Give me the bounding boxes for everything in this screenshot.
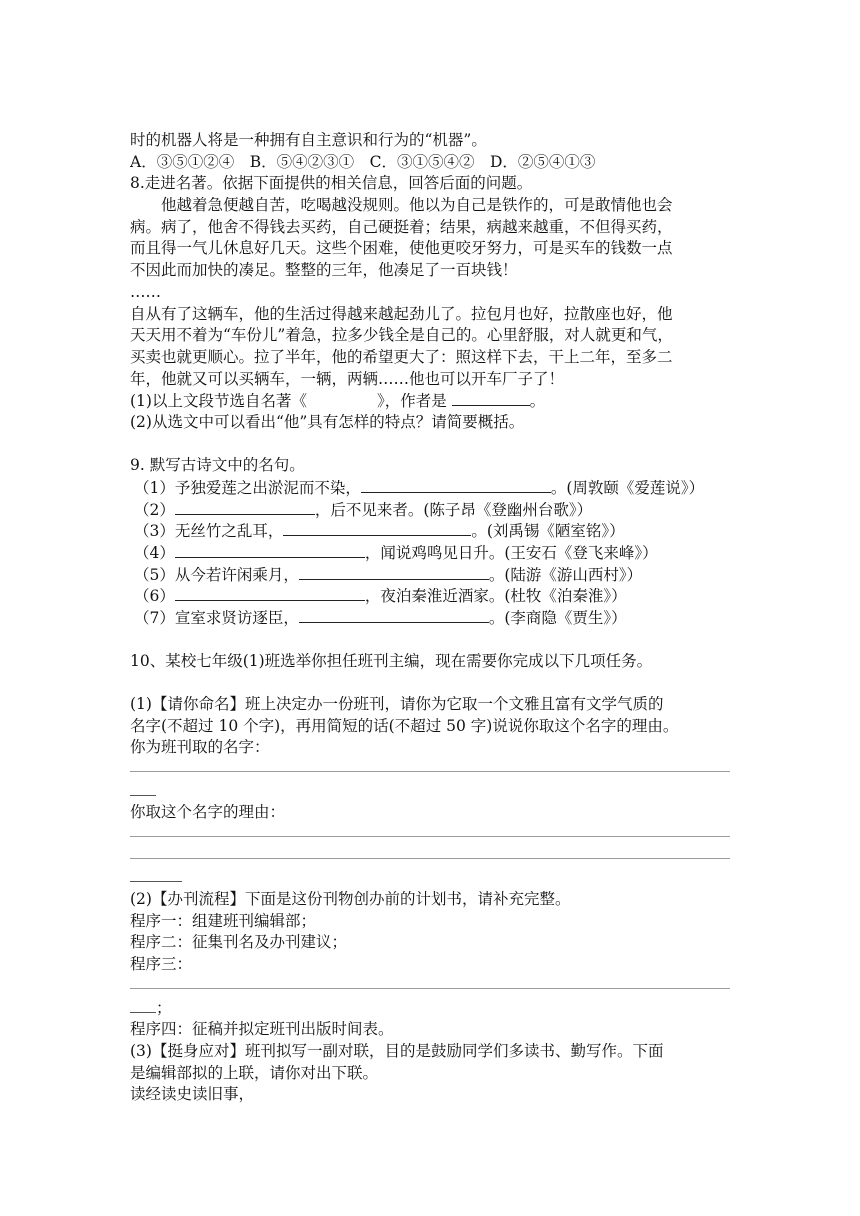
document-body [130, 130, 730, 1106]
q7-options: A．③⑤①②④ B．⑤④②③① C．③①⑤④② D．②⑤④①③ [130, 152, 596, 171]
q10-task2-line: (2)【办刊流程】下面是这份刊物创办前的计划书，请补充完整。 [130, 890, 571, 909]
answer-blank[interactable] [175, 499, 315, 515]
author-blank[interactable] [452, 390, 530, 406]
q9-item-4-text: （4） [134, 544, 175, 563]
semicolon: ； [156, 998, 172, 1017]
answer-line-stub[interactable] [130, 998, 156, 1013]
spacer [130, 672, 730, 694]
book-title-blank[interactable] [307, 391, 377, 406]
q9-item-6 [130, 585, 730, 607]
q8-sub1-prefix: (1)以上文段节选自名著《 [130, 392, 307, 411]
q9-item-1-source: 。(周敦颐《爱莲说》） [550, 479, 705, 497]
passage-line: 不因此而加快的凑足。整整的三年，他凑足了一百块钱！ [130, 261, 518, 280]
q8-sub1-end: 。 [529, 392, 546, 411]
answer-line[interactable] [130, 846, 730, 868]
passage-ellipsis: …… [130, 282, 161, 301]
answer-blank[interactable] [299, 564, 489, 580]
q9-item-6-text: （6） [134, 587, 175, 606]
passage-line: 天天用不着为“车份儿”着急，拉多少钱全是自己的。心里舒服，对人就更和气， [130, 326, 673, 345]
q8-sub2: (2)从选文中可以看出“他”具有怎样的特点？请简要概括。 [130, 412, 525, 431]
q9-item-1 [130, 477, 730, 499]
q9-item-5 [130, 564, 730, 586]
answer-blank[interactable] [283, 520, 471, 536]
passage-line: 而且得一气儿休息好几天。这些个困难，使他更咬牙努力，可是买车的钱数一点 [130, 239, 673, 258]
q9-item-3-text: （3）无丝竹之乱耳， [134, 522, 284, 541]
passage-line: 他越着急便越自苦，吃喝越没规则。他以为自己是铁作的，可是敢情他也会 [161, 196, 673, 215]
q10-task1-prompt-reason: 你取这个名字的理由： [130, 803, 286, 822]
q10-task2-step: 程序三： [130, 955, 193, 974]
q9-title: 9. 默写古诗文中的名句。 [130, 456, 305, 475]
answer-line[interactable] [130, 759, 730, 781]
answer-line-tail [130, 998, 730, 1020]
q10-task2-step: 程序二：征集刊名及办刊建议； [130, 933, 348, 952]
answer-blank[interactable] [361, 477, 551, 493]
q10-title: 10、某校七年级(1)班选举你担任班刊主编，现在需要你完成以下几项任务。 [130, 651, 653, 670]
q10-task2-step: 程序一：组建班刊编辑部； [130, 911, 317, 930]
q10-task1-prompt-name: 你为班刊取的名字： [130, 738, 270, 757]
q9-item-5-text: （5）从今若许闲乘月， [134, 565, 299, 584]
passage-line: 年，他就又可以买辆车，一辆，两辆……他也可以开车厂子了！ [130, 369, 565, 388]
q9-item-2-text: （2） [134, 500, 175, 519]
answer-blank[interactable] [299, 607, 489, 623]
passage-line: 买卖也就更顺心。拉了半年，他的希望更大了：照这样下去，干上二年，至多二 [130, 347, 673, 366]
q8-title: 8.走进名著。依据下面提供的相关信息，回答后面的问题。 [130, 174, 533, 193]
q8-sub1-mid: 》，作者是 [376, 392, 447, 411]
passage-line: 病。病了，他舍不得钱去买药，自己硬挺着；结果，病越来越重，不但得买药， [130, 217, 673, 236]
q9-item-3 [130, 520, 730, 542]
q9-item-4-source: ，闻说鸡鸣见日升。(王安石《登飞来峰》） [364, 544, 658, 563]
q10-task3-couplet: 读经读史读旧事， [130, 1085, 255, 1104]
q10-task3-line: 是编辑部拟的上联，请你对出下联。 [130, 1063, 379, 1082]
q9-item-7 [130, 607, 730, 629]
answer-line[interactable] [130, 824, 730, 846]
q9-item-7-source: 。(李商隐《贾生》） [488, 609, 627, 628]
answer-line-tail[interactable] [130, 867, 730, 889]
answer-blank[interactable] [175, 542, 365, 558]
q10-task3-line: (3)【挺身应对】班刊拟写一副对联，目的是鼓励同学们多读书、勤写作。下面 [130, 1041, 664, 1060]
q10-task1-line: 名字(不超过 10 个字)，再用简短的话(不超过 50 字)说说你取这个名字的理由。 [130, 716, 679, 735]
spacer [130, 434, 730, 456]
q9-item-4 [130, 542, 730, 564]
text-line: 时的机器人将是一种拥有自主意识和行为的“机器”。 [130, 131, 487, 149]
q9-item-2-source: ，后不见来者。(陈子昂《登幽州台歌》） [314, 500, 593, 519]
q9-item-5-source: 。(陆游《游山西村》） [488, 565, 643, 584]
q9-item-3-source: 。(刘禹锡《陋室铭》） [471, 522, 625, 541]
spacer [130, 629, 730, 651]
answer-blank[interactable] [175, 585, 365, 601]
q8-sub1 [130, 390, 730, 412]
q10-task1-line: (1)【请你命名】班上决定办一份班刊，请你为它取一个文雅且富有文学气质的 [130, 694, 664, 713]
passage-line: 自从有了这辆车，他的生活过得越来越起劲儿了。拉包月也好，拉散座也好，他 [130, 304, 673, 323]
q9-item-6-source: ，夜泊秦淮近酒家。(杜牧《泊秦淮》） [364, 587, 627, 606]
answer-line-tail[interactable] [130, 781, 730, 803]
q10-task2-step: 程序四：征稿并拟定班刊出版时间表。 [130, 1020, 394, 1039]
q9-item-1-text: （1）予独爱莲之出淤泥而不染， [134, 479, 361, 497]
answer-line[interactable] [130, 976, 730, 998]
q9-item-7-text: （7）宣室求贤访逐臣， [134, 609, 299, 628]
q9-item-2 [130, 499, 730, 521]
